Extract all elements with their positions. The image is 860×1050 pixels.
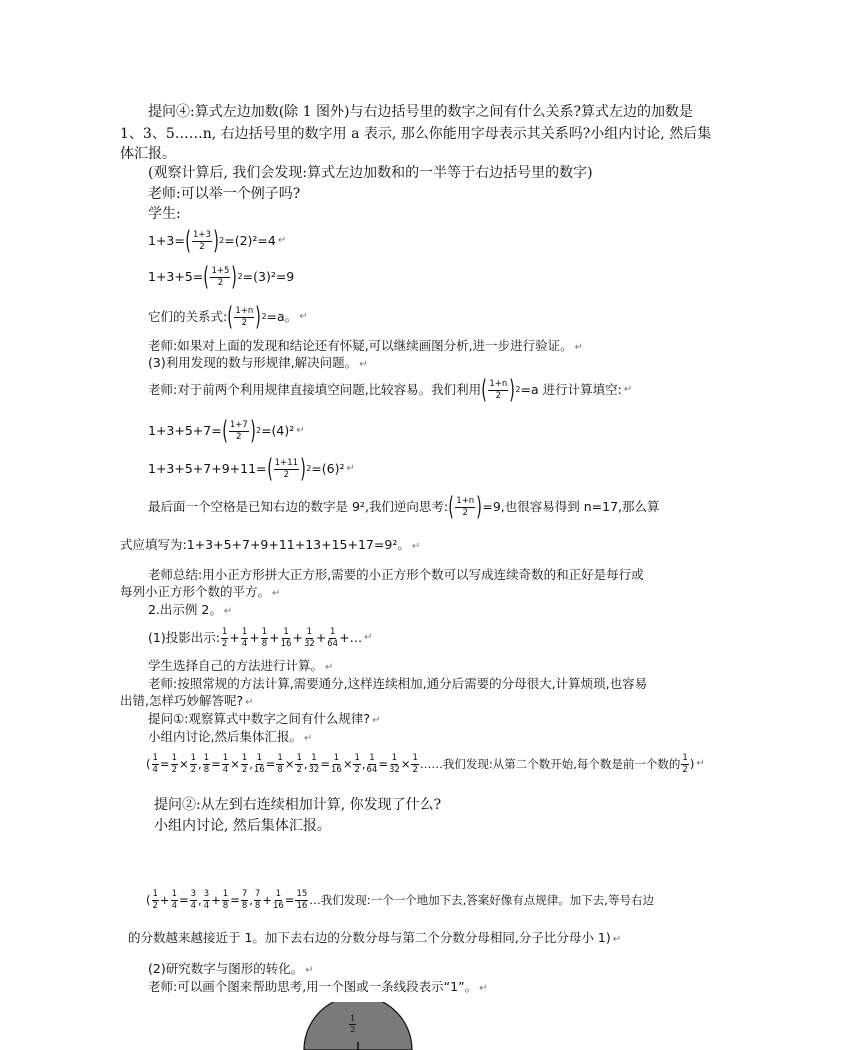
projection-series: (1)投影出示: $\frac{1}{2}$ + $\frac{1}{4}$ + $\frac{1}{8}$ + $\frac{1}{16}$ + $\frac{1}{32}$ + $\frac{1}{64}$ +… ↵: [148, 627, 373, 649]
equation-4: 1+3+5+7+9+11= ( $\frac{1+11}{2}$ ) 2 =(6)² ↵: [148, 454, 355, 484]
group-discussion-2: 小组内讨论, 然后集体汇报。: [154, 818, 331, 834]
teacher-doubt: 老师:如果对上面的发现和结论还有怀疑,可以继续画图分析,进一步进行验证。 ↵: [148, 338, 584, 353]
question-4-line2: 1、3、5……n, 右边括号里的数字用 a 表示, 那么你能用字母表示其关系吗?小组内讨论, 然后集: [120, 126, 712, 142]
last-blank-reasoning: 最后面一个空格是已知右边的数字是 9²,我们逆向思考: ( $\frac{1+n}{2}$ ) =9,也很容易得到 n=17,那么算: [148, 492, 660, 522]
equation-1-fraction: $\frac{1+3}{2}$: [193, 230, 211, 252]
equation-1-lhs: 1+3=: [148, 233, 185, 249]
relation-formula: 它们的关系式: ( $\frac{1+n}{2}$ ) 2 =a。 ↵: [148, 302, 308, 332]
sum-observation: ( $\frac{1}{2}$ + $\frac{1}{4}$ = $\frac{3}{4}$ , $\frac{3}{4}$ + $\frac{1}{8}$ = $\frac{7}{8}$ , $\frac{7}{8}$ + $\frac{1}{16}$ = $\frac{15}{16}$ …我们发现:一个一个地加下去,答案好像有点规律。加下去,等号右边: [146, 889, 654, 911]
student-method: 学生选择自己的方法进行计算。 ↵: [148, 658, 334, 673]
equation-2-lhs: 1+3+5=: [148, 269, 204, 285]
teacher-routine-line2: 出错,怎样巧妙解答呢? ↵: [120, 693, 254, 708]
group-discussion-1: 小组内讨论,然后集体汇报。 ↵: [148, 729, 313, 744]
equation-3-fraction: $\frac{1+7}{2}$: [229, 420, 248, 442]
teacher-ask-example: 老师:可以举一个例子吗?: [148, 186, 301, 202]
equation-1-rhs: =(2)²=4: [224, 233, 276, 249]
question-4-line3: 体汇报。: [120, 146, 176, 162]
last-blank-fraction: $\frac{1+n}{2}$: [456, 496, 475, 518]
student-label: 学生:: [148, 206, 181, 222]
observation-note: (观察计算后, 我们会发现:算式左边加数和的一半等于右边括号里的数字): [148, 165, 593, 181]
circle-diagram-label: $\frac{1}{2}$: [350, 1013, 356, 1035]
step-2-heading: (2)研究数字与图形的转化。 ↵: [148, 961, 314, 976]
step-3-heading: (3)利用发现的数与形规律,解决问题。 ↵: [148, 355, 368, 370]
example-2-heading: 2.出示例 2。 ↵: [148, 602, 233, 617]
sum-observation-line2: 的分数越来越接近于 1。加下去右边的分数分母与第二个分数分母相同,分子比分母小 1) ↵: [128, 930, 622, 945]
relation-fraction: $\frac{1+n}{2}$: [235, 306, 254, 328]
circle-diagram: [302, 1002, 414, 1050]
question-1: 提问①:观察算式中数字之间有什么规律? ↵: [148, 711, 381, 726]
teacher-summary-line2: 每列小正方形个数的平方。 ↵: [120, 584, 281, 599]
equation-2: 1+3+5= ( $\frac{1+5}{2}$ ) 2 =(3)²=9: [148, 262, 295, 292]
teacher-fill-fraction: $\frac{1+n}{2}$: [489, 379, 508, 401]
equation-4-fraction: $\frac{1+11}{2}$: [274, 458, 299, 480]
equation-3: 1+3+5+7= ( $\frac{1+7}{2}$ ) 2 =(4)² ↵: [148, 416, 305, 446]
equation-2-rhs: =(3)²=9: [242, 269, 295, 285]
teacher-routine-line1: 老师:按照常规的方法计算,需要通分,这样连续相加,通分后需要的分母很大,计算烦琐,也容易: [148, 676, 648, 691]
teacher-diagram-hint: 老师:可以画个图来帮助思考,用一个图或一条线段表示“1”。 ↵: [148, 979, 488, 994]
question-2: 提问②:从左到右连续相加计算, 你发现了什么?: [154, 797, 442, 813]
equation-2-fraction: $\frac{1+5}{2}$: [211, 266, 230, 288]
formula-fill: 式应填写为:1+3+5+7+9+11+13+15+17=9²。 ↵: [120, 537, 421, 552]
teacher-summary-line1: 老师总结:用小正方形拼大正方形,需要的小正方形个数可以写成连续奇数的和正好是每行或: [148, 567, 644, 582]
question-4-line1: 提问④:算式左边加数(除 1 图外)与右边括号里的数字之间有什么关系?算式左边的加数是: [148, 104, 693, 120]
teacher-fill-instruction: 老师:对于前两个利用规律直接填空问题,比较容易。我们利用 ( $\frac{1+n}{2}$ ) 2 =a 进行计算填空: ↵: [148, 375, 633, 405]
pattern-observation: ( $\frac{1}{4}$ = $\frac{1}{2}$ × $\frac{1}{2}$ , $\frac{1}{8}$ = $\frac{1}{4}$ × $\frac{1}{2}$ , $\frac{1}{16}$ = $\frac{1}{8}$ × $\frac{1}{2}$ , $\frac{1}{32}$ = $\frac{1}{16}$ × $\frac{1}{2}$ , $\frac{1}{64}$ = $\frac{1}{32}$ × $\frac{1}{2}$ ……我们发现:从第二个数开始,每个数是前一个数的 $\frac{1}{2}$ ) ↵: [146, 753, 705, 775]
equation-1: 1+3= ( $\frac{1+3}{2}$ ) 2 =(2)²=4 ↵: [148, 226, 287, 256]
